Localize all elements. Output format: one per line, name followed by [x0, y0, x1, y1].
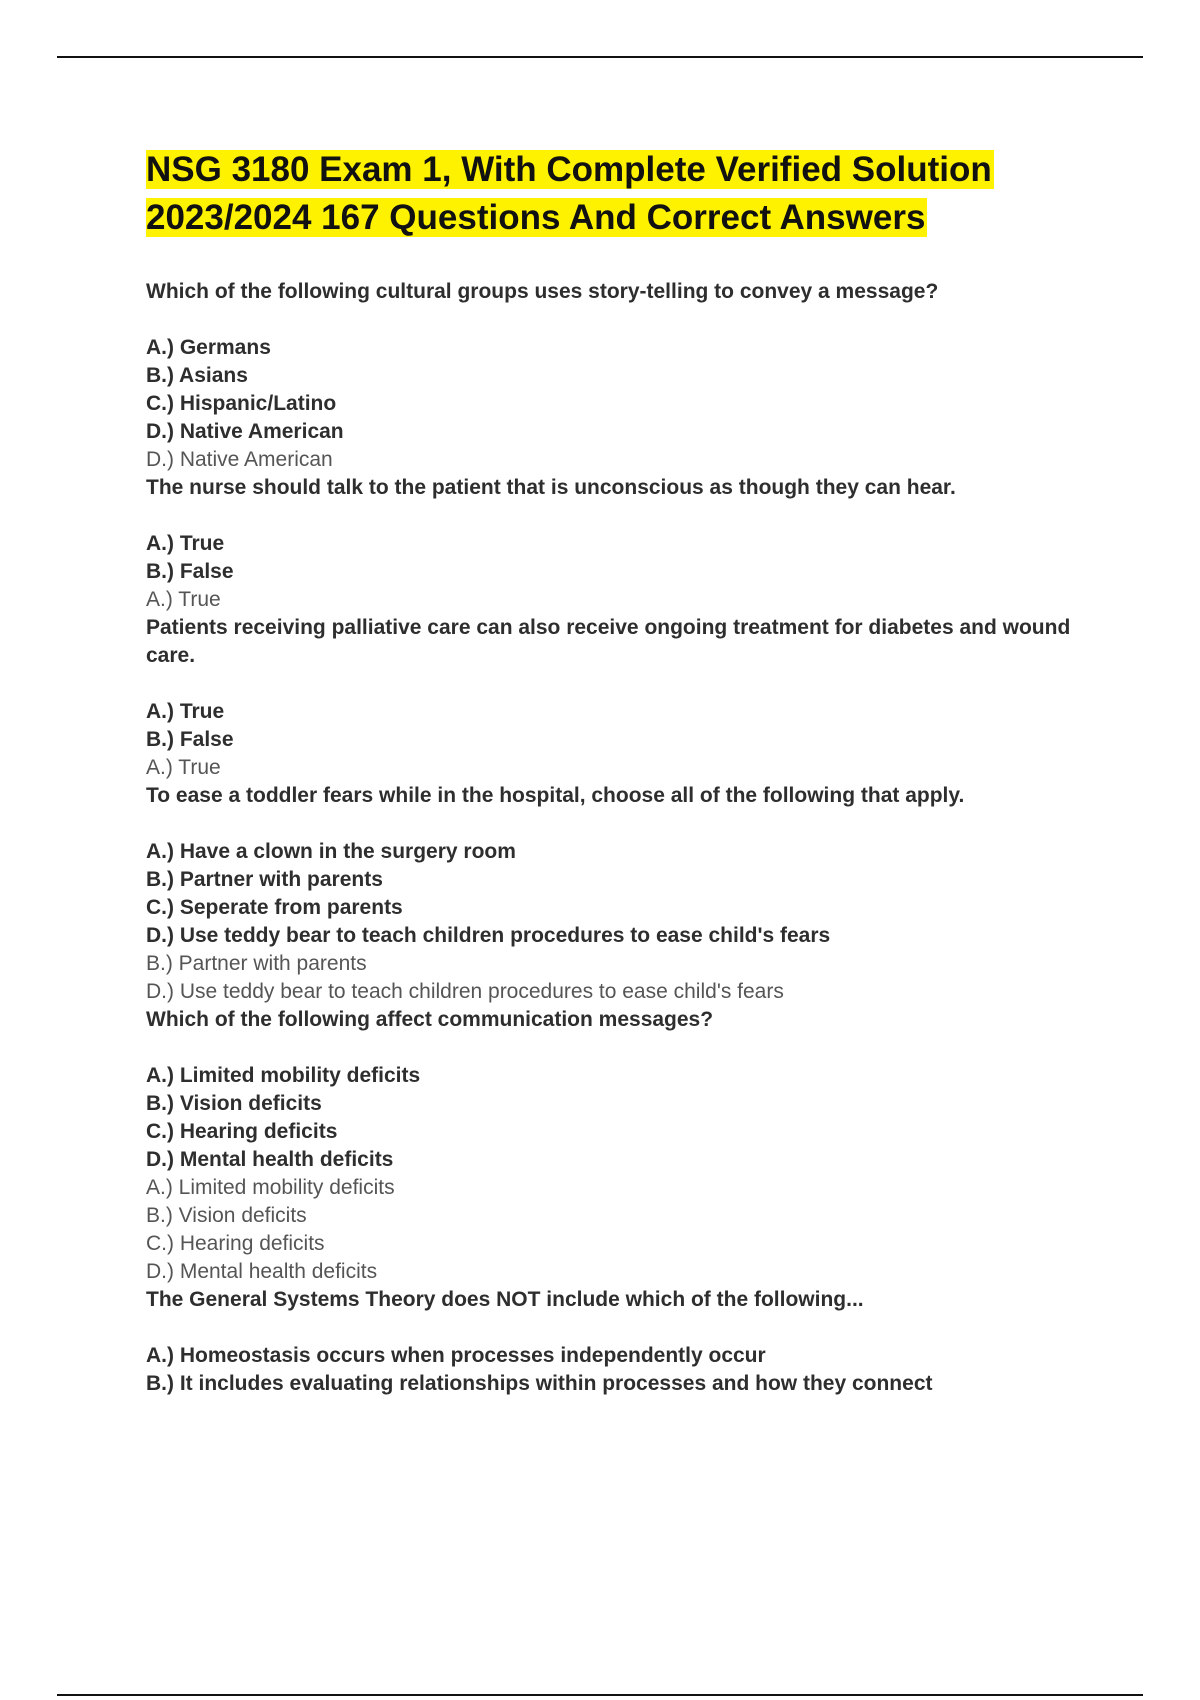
correct-answer: A.) Limited mobility deficits	[146, 1176, 395, 1199]
question-text: The General Systems Theory does NOT include which of the following...	[146, 1288, 864, 1311]
answer-option: D.) Mental health deficits	[146, 1148, 394, 1171]
title-line: 2023/2024 167 Questions And Correct Answers	[146, 198, 926, 237]
answer-option: A.) Have a clown in the surgery room	[146, 840, 516, 863]
answer-option: A.) Limited mobility deficits	[146, 1064, 421, 1087]
answer-option: B.) Vision deficits	[146, 1092, 322, 1115]
correct-answer: B.) Vision deficits	[146, 1204, 307, 1227]
correct-answer: D.) Use teddy bear to teach children procedures to ease child's fears	[146, 980, 784, 1003]
answer-option: B.) False	[146, 728, 234, 751]
question-text: Which of the following cultural groups uses story-telling to convey a message?	[146, 280, 939, 303]
answer-option: B.) It includes evaluating relationships within processes and how they connect	[146, 1372, 933, 1395]
correct-answer: D.) Native American	[146, 448, 333, 471]
answer-option: C.) Hispanic/Latino	[146, 392, 337, 415]
answer-option: B.) False	[146, 560, 234, 583]
answer-option: C.) Hearing deficits	[146, 1120, 338, 1143]
answer-option: A.) Germans	[146, 336, 271, 359]
answer-option: D.) Native American	[146, 420, 344, 443]
top-rule	[57, 56, 1143, 58]
document-title	[146, 146, 1106, 242]
answer-option: A.) True	[146, 532, 225, 555]
answer-option: B.) Partner with parents	[146, 868, 383, 891]
question-list	[146, 278, 1106, 1398]
question-text: The nurse should talk to the patient that is unconscious as though they can hear.	[146, 476, 956, 499]
answer-option: A.) Homeostasis occurs when processes independently occur	[146, 1344, 766, 1367]
question-block	[146, 782, 1106, 1006]
answer-option: B.) Asians	[146, 364, 248, 387]
correct-answer: A.) True	[146, 756, 221, 779]
title-line: NSG 3180 Exam 1, With Complete Verified Solution	[146, 150, 992, 189]
question-block	[146, 614, 1106, 782]
question-text: To ease a toddler fears while in the hospital, choose all of the following that apply.	[146, 784, 965, 807]
question-block	[146, 278, 1106, 474]
question-block	[146, 474, 1106, 614]
correct-answer: C.) Hearing deficits	[146, 1232, 325, 1255]
question-block	[146, 1006, 1106, 1286]
answer-option: C.) Seperate from parents	[146, 896, 403, 919]
question-text: Patients receiving palliative care can also receive ongoing treatment for diabetes and wound care.	[146, 616, 1071, 667]
correct-answer: B.) Partner with parents	[146, 952, 367, 975]
bottom-rule	[57, 1694, 1143, 1696]
correct-answer: A.) True	[146, 588, 221, 611]
answer-option: A.) True	[146, 700, 225, 723]
question-text: Which of the following affect communication messages?	[146, 1008, 714, 1031]
answer-option: D.) Use teddy bear to teach children procedures to ease child's fears	[146, 924, 831, 947]
question-block	[146, 1286, 1106, 1398]
correct-answer: D.) Mental health deficits	[146, 1260, 378, 1283]
document-body	[146, 146, 1106, 1398]
